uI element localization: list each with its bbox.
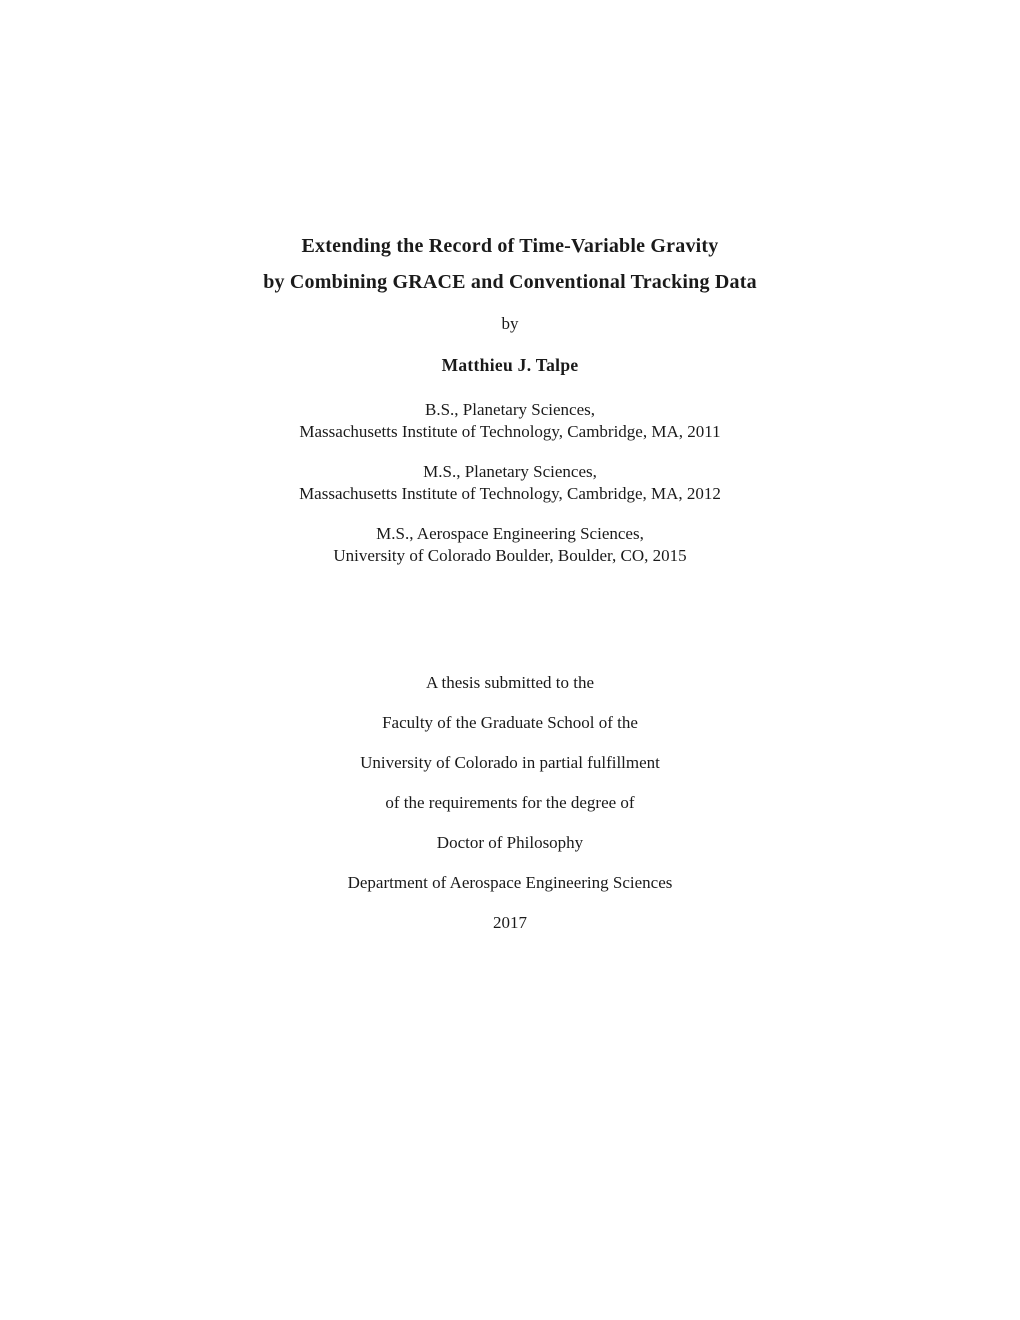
submission-line: A thesis submitted to the [425,673,595,692]
submission-line-department: Department of Aerospace Engineering Sciences [347,873,673,892]
thesis-title [0,228,1020,300]
degree-title: M.S., Planetary Sciences, [423,462,597,481]
submission-line-degree: Doctor of Philosophy [436,833,584,852]
degree-title: B.S., Planetary Sciences, [425,400,595,419]
submission-statement [0,663,1020,943]
submission-line: of the requirements for the degree of [385,793,635,812]
degree-entry-ms-aerospace [0,523,1020,567]
degree-title: M.S., Aerospace Engineering Sciences, [376,524,644,543]
degree-entry-bs [0,399,1020,443]
degree-institution: University of Colorado Boulder, Boulder, CO, 2015 [333,546,687,565]
title-line-1: Extending the Record of Time-Variable Gravity [301,235,719,257]
title-line-2: by Combining GRACE and Conventional Tracking Data [263,271,757,293]
byline: by [501,314,519,333]
degrees-list [0,399,1020,567]
degree-institution: Massachusetts Institute of Technology, Cambridge, MA, 2011 [299,422,721,441]
degree-entry-ms-planetary [0,461,1020,505]
submission-line: Faculty of the Graduate School of the [382,713,638,732]
submission-line: University of Colorado in partial fulfillment [360,753,660,772]
degree-institution: Massachusetts Institute of Technology, Cambridge, MA, 2012 [299,484,721,503]
submission-year: 2017 [493,913,527,932]
author-name: Matthieu J. Talpe [441,355,579,375]
